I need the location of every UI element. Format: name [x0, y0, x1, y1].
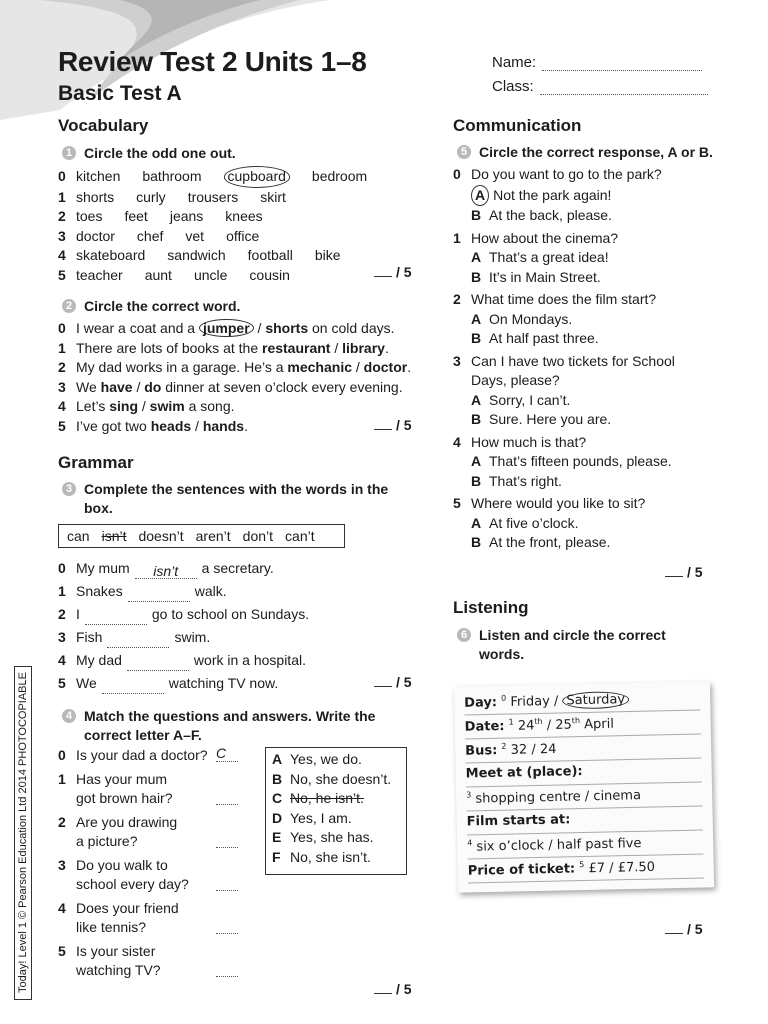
ex2-row — [58, 339, 411, 359]
ex4-score: / 5 — [374, 981, 412, 997]
word-option-b[interactable]: shorts — [265, 320, 309, 336]
answer-blank[interactable]: C — [216, 745, 238, 762]
ex1-number: 1 — [62, 146, 76, 160]
ex1-word-option[interactable]: bedroom — [311, 168, 368, 184]
np-date: Date: $^1$ 24th / 25th April — [465, 714, 701, 740]
question-line — [453, 494, 743, 514]
np-bus: Bus: $^2$ 32 / 24 — [465, 738, 701, 764]
response-option-a[interactable] — [453, 514, 743, 534]
ex2-row — [58, 358, 411, 378]
ex1-row — [58, 246, 389, 266]
sentence-text: swim. — [174, 629, 211, 645]
sentence-text: . — [407, 359, 412, 375]
option-letter: B — [471, 268, 482, 285]
option-letter: B — [471, 534, 482, 550]
option-letter: B — [471, 472, 482, 489]
item-number: 2 — [58, 208, 66, 224]
ex1-word-option[interactable]: doctor — [76, 227, 115, 244]
copyright-side-text: Today! Level 1 © Pearson Education Ltd 2014 PHOTOCOPIABLE — [14, 666, 32, 1000]
word-option-a[interactable]: jumper — [199, 319, 254, 337]
word-option-a[interactable]: have — [100, 378, 133, 395]
ex3-number: 3 — [62, 482, 76, 496]
ex1-word-option[interactable]: chef — [136, 227, 164, 244]
answer-blank[interactable] — [216, 960, 238, 977]
answer-blank[interactable] — [102, 677, 164, 694]
separator: / — [191, 417, 203, 434]
sentence-text: We — [76, 675, 97, 691]
ex2-row — [58, 319, 411, 339]
separator: / — [352, 359, 364, 375]
response-option-a[interactable] — [453, 310, 743, 330]
ex1-score: / 5 — [374, 264, 412, 280]
option-text: That’s fifteen pounds, please. — [489, 453, 672, 469]
question-text: Is your dad a doctor? — [76, 747, 208, 763]
ex6-instruction-line1: Listen and circle the correct — [479, 627, 666, 643]
word-box — [58, 524, 345, 548]
ex2-score: / 5 — [374, 417, 412, 433]
ex3-row — [58, 559, 309, 582]
word-option-a[interactable]: restaurant — [262, 339, 331, 356]
item-number: 3 — [58, 378, 66, 395]
ex5-item — [453, 290, 743, 349]
item-number: 0 — [58, 320, 66, 336]
item-number: 1 — [58, 188, 66, 205]
answer-blank[interactable] — [216, 917, 238, 934]
np-film-options: $^4$ six o’clock / half past five — [467, 834, 703, 860]
ex4-question — [58, 746, 258, 766]
ex1-word-option[interactable]: cupboard — [224, 166, 290, 188]
ex4-instruction-line2: correct letter A–F. — [84, 727, 202, 743]
answer-blank[interactable] — [216, 831, 238, 848]
option-text: At half past three. — [489, 330, 599, 346]
option-text: At the front, please. — [489, 534, 611, 550]
separator: / — [138, 398, 150, 414]
ticket-notepad — [454, 681, 714, 892]
item-number: 1 — [453, 229, 461, 246]
ex1-word-option[interactable]: trousers — [187, 188, 239, 205]
np-meet-options: $^3$ shopping centre / cinema — [466, 786, 702, 812]
word-option-a[interactable]: heads — [150, 417, 192, 434]
ex3-instruction-line1: Complete the sentences with the words in the — [84, 481, 389, 497]
box-word: can — [67, 528, 90, 544]
np-meet-option-a[interactable]: shopping centre — [475, 789, 581, 807]
answer-blank[interactable] — [127, 654, 189, 671]
item-number: 5 — [58, 942, 66, 959]
option-text: At the back, please. — [489, 207, 612, 223]
item-number: 3 — [58, 856, 66, 873]
box-word: doesn’t — [138, 528, 184, 544]
answer-blank[interactable] — [216, 874, 238, 891]
question-text: school every day? — [76, 876, 189, 892]
grammar-heading: Grammar — [58, 453, 134, 472]
question-text: How about the cinema? — [471, 229, 619, 246]
np-date-option-b[interactable]: 25 — [555, 717, 572, 733]
ex4-answer-option — [272, 809, 406, 829]
answer-text: Yes, I am. — [290, 809, 352, 826]
question-line — [58, 942, 258, 962]
option-text: On Mondays. — [489, 310, 573, 327]
ex5-item — [453, 494, 743, 553]
question-text: Do you want to go to the park? — [471, 166, 662, 182]
np-film-option-b[interactable]: half past five — [556, 836, 642, 853]
np-meet-option-b[interactable]: cinema — [593, 788, 642, 805]
answer-blank[interactable]: isn’t — [135, 562, 197, 579]
ex2-instruction-text: Circle the correct word. — [84, 298, 241, 314]
option-letter: A — [471, 249, 482, 265]
sentence-text: My mum — [76, 560, 130, 576]
ex2-instruction — [65, 297, 241, 316]
response-option-a[interactable] — [453, 248, 743, 268]
box-word: can’t — [285, 528, 315, 544]
ex1-word-option[interactable]: cousin — [249, 266, 290, 283]
item-number: 0 — [58, 747, 66, 763]
ex1-word-option[interactable]: bike — [314, 247, 341, 263]
question-line — [58, 770, 258, 790]
ex2-row — [58, 417, 411, 437]
ex5-score: / 5 — [665, 564, 703, 580]
question-line — [58, 856, 258, 876]
sentence-text: Fish — [76, 629, 103, 645]
ex1-word-option[interactable]: bathroom — [142, 168, 202, 184]
sentence-text: I’ve got two — [76, 417, 151, 434]
ex3-row — [58, 628, 309, 651]
option-letter: A — [471, 453, 482, 469]
ex1-word-option[interactable]: shorts — [76, 188, 115, 205]
ex3-row — [58, 582, 309, 605]
question-text: What time does the film start? — [471, 291, 657, 307]
answer-letter: A — [272, 751, 283, 767]
option-letter: B — [471, 330, 482, 346]
separator: / — [330, 339, 343, 356]
question-text: How much is that? — [471, 433, 587, 450]
communication-heading: Communication — [453, 116, 582, 135]
np-price-option-b[interactable]: £7.50 — [617, 859, 656, 876]
answer-text: Yes, she has. — [290, 829, 374, 845]
item-number: 2 — [58, 813, 66, 830]
ex1-row — [58, 166, 389, 188]
question-text: Is your sister — [76, 942, 156, 959]
sentence-text: . — [384, 339, 389, 356]
answer-letter: F — [272, 848, 281, 865]
box-word: aren’t — [195, 528, 231, 544]
ex1-row — [58, 207, 389, 227]
ex5-instruction — [460, 143, 713, 162]
answer-letter: D — [272, 809, 283, 826]
ex1-word-option[interactable]: vet — [185, 227, 205, 244]
ex1-word-option[interactable]: toes — [76, 208, 103, 224]
response-option-b[interactable] — [453, 533, 743, 553]
question-text: got brown hair? — [76, 790, 173, 806]
ex1-word-option[interactable]: teacher — [76, 266, 123, 283]
np-film: Film starts at: — [467, 810, 703, 836]
sentence-text: We — [76, 378, 101, 395]
ex5-item — [453, 165, 743, 226]
item-number: 2 — [453, 291, 461, 307]
ex6-instruction — [460, 626, 666, 664]
word-option-a[interactable]: sing — [109, 398, 138, 414]
ex1-word-option[interactable]: knees — [225, 208, 263, 224]
ex1-list — [58, 166, 389, 285]
question-line — [453, 371, 743, 391]
ex2-list — [58, 319, 411, 436]
item-number: 0 — [58, 168, 66, 184]
item-number: 3 — [453, 352, 461, 369]
ex5-number: 5 — [457, 145, 471, 159]
ex1-word-option[interactable]: office — [226, 227, 260, 244]
item-number: 2 — [58, 606, 66, 622]
question-text: watching TV? — [76, 962, 161, 978]
sentence-text: My dad — [76, 652, 122, 668]
ex1-word-option[interactable]: skateboard — [76, 247, 146, 263]
sentence-text: watching TV now. — [168, 675, 279, 691]
ex5-item — [453, 352, 743, 430]
word-option-b[interactable]: library — [342, 339, 385, 356]
question-text: Are you drawing — [76, 813, 178, 830]
ex2-row — [58, 378, 411, 398]
word-option-b[interactable]: do — [144, 378, 162, 395]
np-price-option-a[interactable]: £7 — [588, 860, 606, 877]
separator: / — [132, 378, 145, 395]
answer-blank[interactable] — [107, 631, 169, 648]
sentence-text: on cold days. — [308, 320, 395, 336]
ex4-question — [58, 813, 258, 852]
np-bus-option-a[interactable]: 32 — [510, 742, 528, 758]
option-letter: B — [471, 207, 482, 223]
response-option-a[interactable] — [453, 391, 743, 411]
ex1-row — [58, 266, 389, 286]
sentence-text: There are lots of books at the — [76, 339, 262, 356]
question-text: Does your friend — [76, 899, 179, 916]
item-number: 2 — [58, 359, 66, 375]
ex4-instruction-line1: Match the questions and answers. Write the — [84, 708, 376, 724]
ex3-instruction — [65, 480, 424, 518]
sentence-text: . — [244, 417, 248, 434]
ex3-score: / 5 — [374, 674, 412, 690]
option-letter: B — [471, 411, 482, 427]
question-text: Can I have two tickets for School — [471, 352, 675, 369]
item-number: 0 — [453, 166, 461, 182]
answer-letter: C — [272, 790, 283, 806]
option-letter: A — [471, 185, 489, 207]
item-number: 5 — [58, 266, 66, 283]
ex4-answer-option — [272, 848, 406, 868]
name-field[interactable] — [542, 60, 702, 71]
ex6-number: 6 — [457, 628, 471, 642]
sentence-text: Let’s — [76, 398, 110, 414]
question-text: Has your mum — [76, 770, 168, 787]
ex4-question — [58, 770, 258, 809]
response-option-b[interactable] — [453, 329, 743, 349]
option-text: That’s a great idea! — [489, 249, 609, 265]
answer-blank[interactable] — [128, 585, 190, 602]
ex4-question — [58, 942, 258, 981]
np-film-option-a[interactable]: six o’clock — [476, 838, 545, 855]
question-line — [453, 352, 743, 372]
response-option-b[interactable] — [453, 268, 743, 288]
item-number: 3 — [58, 227, 66, 244]
ex1-row — [58, 188, 389, 208]
option-text: It’s in Main Street. — [489, 268, 601, 285]
box-word: don’t — [242, 528, 274, 544]
ex4-instruction — [65, 707, 424, 745]
np-price: Price of ticket: $^5$ £7 / £7.50 — [468, 858, 704, 884]
ex4-question — [58, 856, 258, 895]
ex5-instruction-text: Circle the correct response, A or B. — [479, 144, 713, 160]
page-title: Review Test 2 Units 1–8 — [58, 46, 367, 77]
student-info — [492, 47, 708, 95]
option-text: That’s right. — [489, 472, 562, 489]
item-number: 4 — [453, 433, 461, 450]
ex4-answer-option — [272, 770, 406, 790]
name-label: Name: — [492, 54, 537, 71]
word-option-b[interactable]: doctor — [363, 359, 408, 375]
ex2-number: 2 — [62, 299, 76, 313]
np-day-option-b[interactable]: Saturday — [562, 691, 629, 709]
ex1-word-option[interactable]: curly — [136, 188, 166, 205]
ex1-word-option[interactable]: jeans — [169, 208, 204, 224]
question-text: Where would you like to sit? — [471, 495, 646, 511]
question-text: like tennis? — [76, 919, 147, 935]
sentence-text: dinner at seven o’clock every evening. — [161, 378, 403, 395]
item-number: 4 — [58, 899, 66, 916]
response-option-b[interactable] — [453, 206, 743, 226]
ex1-word-option[interactable]: skirt — [260, 188, 286, 205]
sentence-text: I wear a coat and a — [76, 320, 199, 336]
sentence-text: work in a hospital. — [193, 652, 306, 668]
ex1-word-option[interactable]: sandwich — [167, 247, 226, 263]
vocabulary-heading: Vocabulary — [58, 116, 149, 135]
item-number: 5 — [58, 417, 66, 434]
ex1-word-option[interactable]: kitchen — [76, 168, 121, 184]
np-day: Day: $^0$ Friday / Saturday — [464, 690, 700, 716]
sentence-text: walk. — [194, 583, 227, 599]
word-option-b[interactable]: swim — [149, 398, 185, 414]
option-letter: A — [471, 310, 482, 327]
item-number: 4 — [58, 652, 66, 668]
np-date-option-a[interactable]: 24 — [517, 718, 535, 734]
item-number: 5 — [453, 495, 461, 511]
ex5-item — [453, 229, 743, 288]
response-option-a[interactable] — [453, 185, 743, 207]
ex5-list — [453, 165, 743, 556]
question-line — [58, 813, 258, 833]
ex4-question — [58, 899, 258, 938]
option-text: Not the park again! — [493, 186, 612, 203]
sentence-text: a secretary. — [201, 560, 274, 576]
answer-text: No, he isn’t. — [290, 790, 364, 806]
answer-text: Yes, we do. — [290, 751, 362, 767]
word-option-b[interactable]: hands — [202, 417, 245, 434]
sentence-text: go to school on Sundays. — [151, 606, 310, 622]
ex3-row — [58, 651, 309, 674]
option-text: At five o’clock. — [489, 514, 579, 531]
answer-letter: B — [272, 770, 283, 787]
question-text: Days, please? — [471, 372, 560, 388]
sentence-text: a song. — [184, 398, 235, 414]
ex4-number: 4 — [62, 709, 76, 723]
answer-text: No, she isn’t. — [290, 848, 371, 865]
separator: / — [253, 320, 266, 336]
box-word: isn’t — [101, 528, 127, 544]
question-line — [453, 433, 743, 453]
response-option-b[interactable] — [453, 410, 743, 430]
question-text: a picture? — [76, 833, 138, 849]
option-text: Sure. Here you are. — [489, 411, 612, 427]
ex1-word-option[interactable]: uncle — [193, 266, 228, 283]
ex3-row — [58, 605, 309, 628]
ex1-word-option[interactable]: feet — [124, 208, 148, 224]
ex4-answer-option — [272, 789, 406, 809]
sentence-text: Snakes — [76, 583, 123, 599]
np-bus-option-b[interactable]: 24 — [539, 741, 557, 758]
item-number: 1 — [58, 583, 66, 599]
class-label: Class: — [492, 78, 534, 95]
item-number: 0 — [58, 560, 66, 576]
question-text: Do you walk to — [76, 856, 168, 873]
ex4-questions — [58, 746, 258, 985]
answer-letter: E — [272, 829, 282, 845]
item-number: 3 — [58, 629, 66, 645]
answer-blank[interactable] — [85, 608, 147, 625]
ex1-word-option[interactable]: football — [247, 247, 293, 263]
ex1-instruction — [65, 144, 236, 163]
question-line — [453, 165, 743, 185]
ex4-answer-option — [272, 750, 406, 770]
ex2-row — [58, 397, 411, 417]
item-number: 4 — [58, 247, 66, 263]
sentence-text: I — [76, 606, 80, 622]
page-subtitle: Basic Test A — [58, 82, 182, 105]
ex1-row — [58, 227, 389, 247]
ex4-answer-box — [265, 747, 407, 875]
response-option-b[interactable] — [453, 472, 743, 492]
item-number: 5 — [58, 675, 66, 691]
word-option-a[interactable]: mechanic — [287, 359, 352, 375]
item-number: 1 — [58, 339, 66, 356]
question-line — [453, 229, 743, 249]
item-number: 4 — [58, 398, 66, 414]
item-number: 1 — [58, 770, 66, 787]
question-line — [453, 290, 743, 310]
ex6-instruction-line2: words. — [479, 646, 525, 662]
ex3-instruction-line2: box. — [84, 500, 113, 516]
answer-text: No, she doesn’t. — [290, 770, 392, 787]
option-text: Sorry, I can’t. — [489, 391, 571, 408]
ex1-instruction-text: Circle the odd one out. — [84, 145, 236, 161]
question-line — [58, 899, 258, 919]
np-meet: Meet at (place): — [466, 762, 702, 788]
sentence-text: My dad works in a garage. He’s a — [76, 359, 288, 375]
ex3-row — [58, 674, 309, 697]
option-letter: A — [471, 514, 482, 531]
ex1-word-option[interactable]: aunt — [144, 266, 172, 283]
answer-blank[interactable] — [216, 788, 238, 805]
option-letter: A — [471, 391, 482, 408]
ex3-list — [58, 559, 309, 697]
response-option-a[interactable] — [453, 452, 743, 472]
ex5-item — [453, 433, 743, 492]
ex6-score: / 5 — [665, 921, 703, 937]
class-field[interactable] — [540, 84, 708, 95]
ex4-answer-option — [272, 828, 406, 848]
listening-heading: Listening — [453, 598, 529, 617]
np-day-option-a[interactable]: Friday — [510, 694, 550, 710]
